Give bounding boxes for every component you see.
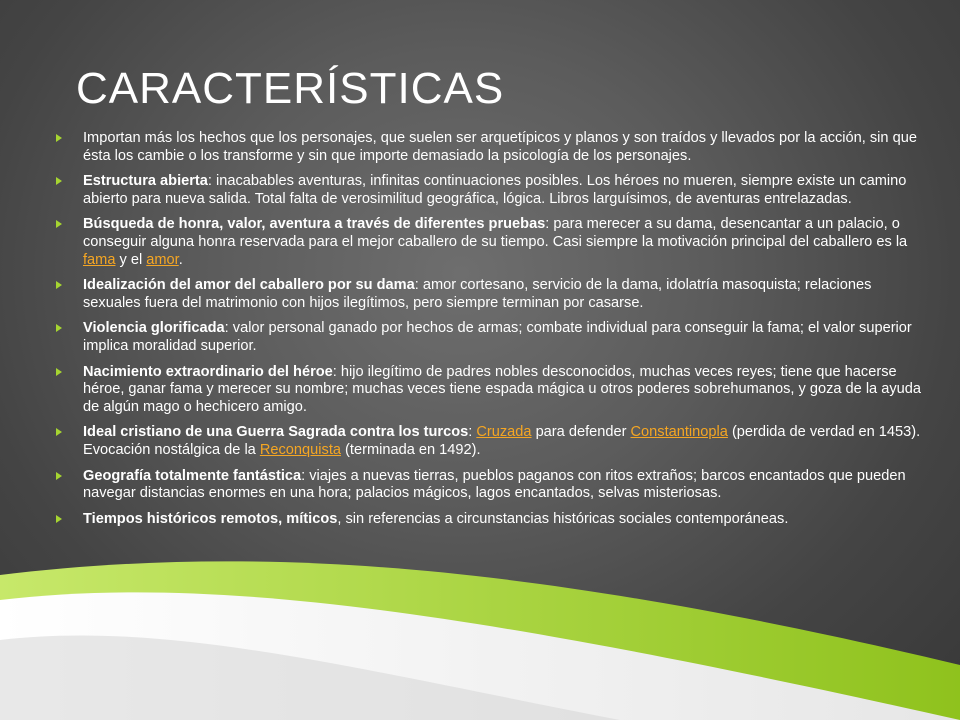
bullet-item bbox=[56, 173, 928, 208]
arrow-bullet-icon bbox=[56, 134, 62, 142]
bullet-item bbox=[56, 130, 928, 165]
link-amor[interactable]: amor bbox=[146, 251, 179, 268]
bullet-item bbox=[56, 216, 928, 269]
bullet-text: : para merecer a su dama, desencantar a un palacio, o conseguir alguna honra reservada para el mejor caballero de su tiempo. Casi siempre la motivación principal del caballero es la bbox=[83, 216, 908, 250]
bullet-text: (terminada en 1492). bbox=[341, 441, 481, 458]
bullet-heading: Ideal cristiano de una Guerra Sagrada contra los turcos bbox=[83, 424, 469, 441]
bullet-text: y el bbox=[115, 251, 147, 268]
bullet-heading: Idealización del amor del caballero por su dama bbox=[83, 277, 415, 294]
bullet-heading: Geografía totalmente fantástica bbox=[83, 467, 302, 484]
arrow-bullet-icon bbox=[56, 428, 62, 436]
bullet-heading: Nacimiento extraordinario del héroe bbox=[83, 363, 333, 380]
bullet-heading: Violencia glorificada bbox=[83, 320, 225, 337]
bullet-item bbox=[56, 364, 928, 417]
bullet-item bbox=[56, 277, 928, 312]
bullet-heading: Estructura abierta bbox=[83, 173, 208, 190]
bullet-item bbox=[56, 320, 928, 355]
arrow-bullet-icon bbox=[56, 220, 62, 228]
bullet-text: (perdida de verdad en 1453). Evocación nostálgica de la bbox=[83, 424, 921, 458]
bullet-text: , sin referencias a circunstancias históricas sociales contemporáneas. bbox=[337, 510, 789, 527]
bullet-item bbox=[56, 424, 928, 459]
arrow-bullet-icon bbox=[56, 324, 62, 332]
bullet-text: . bbox=[178, 251, 183, 268]
link-reconquista[interactable]: Reconquista bbox=[259, 441, 341, 458]
bullet-item bbox=[56, 511, 928, 529]
bullet-text: : valor personal ganado por hechos de armas; combate individual para conseguir la fama; el valor superior implica moralidad superior. bbox=[83, 320, 912, 354]
arrow-bullet-icon bbox=[56, 281, 62, 289]
bullet-heading: Búsqueda de honra, valor, aventura a través de diferentes pruebas bbox=[83, 216, 546, 233]
bullet-text: para defender bbox=[531, 424, 631, 441]
bullet-text: : inacabables aventuras, infinitas continuaciones posibles. Los héroes no mueren, siempre existe un camino abierto para nueva salida. Total falta de verosimilitud geográfica, lógica. Libros larguísimos, de aventuras entrelazadas. bbox=[83, 173, 907, 207]
bullet-text: : viajes a nuevas tierras, pueblos paganos con ritos extraños; barcos encantados que pueden navegar distancias enormes en una hora; palacios mágicos, lagos encantados, selvas misteriosas. bbox=[83, 467, 906, 502]
bullet-list bbox=[56, 130, 928, 536]
bullet-text: Importan más los hechos que los personajes, que suelen ser arquetípicos y planos y son traídos y llevados por la acción, sin que ésta los cambie o los transforme y sin que importe demasiado la psicología de los personajes. bbox=[83, 130, 917, 164]
link-fama[interactable]: fama bbox=[83, 251, 116, 268]
bullet-item bbox=[56, 468, 928, 503]
link-cruzada[interactable]: Cruzada bbox=[476, 424, 532, 441]
bullet-heading: Tiempos históricos remotos, míticos bbox=[83, 510, 338, 527]
arrow-bullet-icon bbox=[56, 177, 62, 185]
arrow-bullet-icon bbox=[56, 515, 62, 523]
slide-title: CARACTERÍSTICAS bbox=[76, 64, 505, 113]
bullet-text: : bbox=[468, 424, 477, 441]
arrow-bullet-icon bbox=[56, 368, 62, 376]
bullet-text: : hijo ilegítimo de padres nobles desconocidos, muchas veces reyes; tiene que hacerse héroe, ganar fama y merecer su nombre; muchas veces tiene espada mágica u otros poderes sobrehumanos, y goza de la ayuda de algún mago o hechicero amigo. bbox=[83, 363, 921, 415]
arrow-bullet-icon bbox=[56, 472, 62, 480]
bullet-text: : amor cortesano, servicio de la dama, idolatría masoquista; relaciones sexuales fuera del matrimonio con hijos ilegítimos, pero siempre terminan por casarse. bbox=[83, 277, 872, 311]
link-constantinopla[interactable]: Constantinopla bbox=[630, 424, 728, 441]
